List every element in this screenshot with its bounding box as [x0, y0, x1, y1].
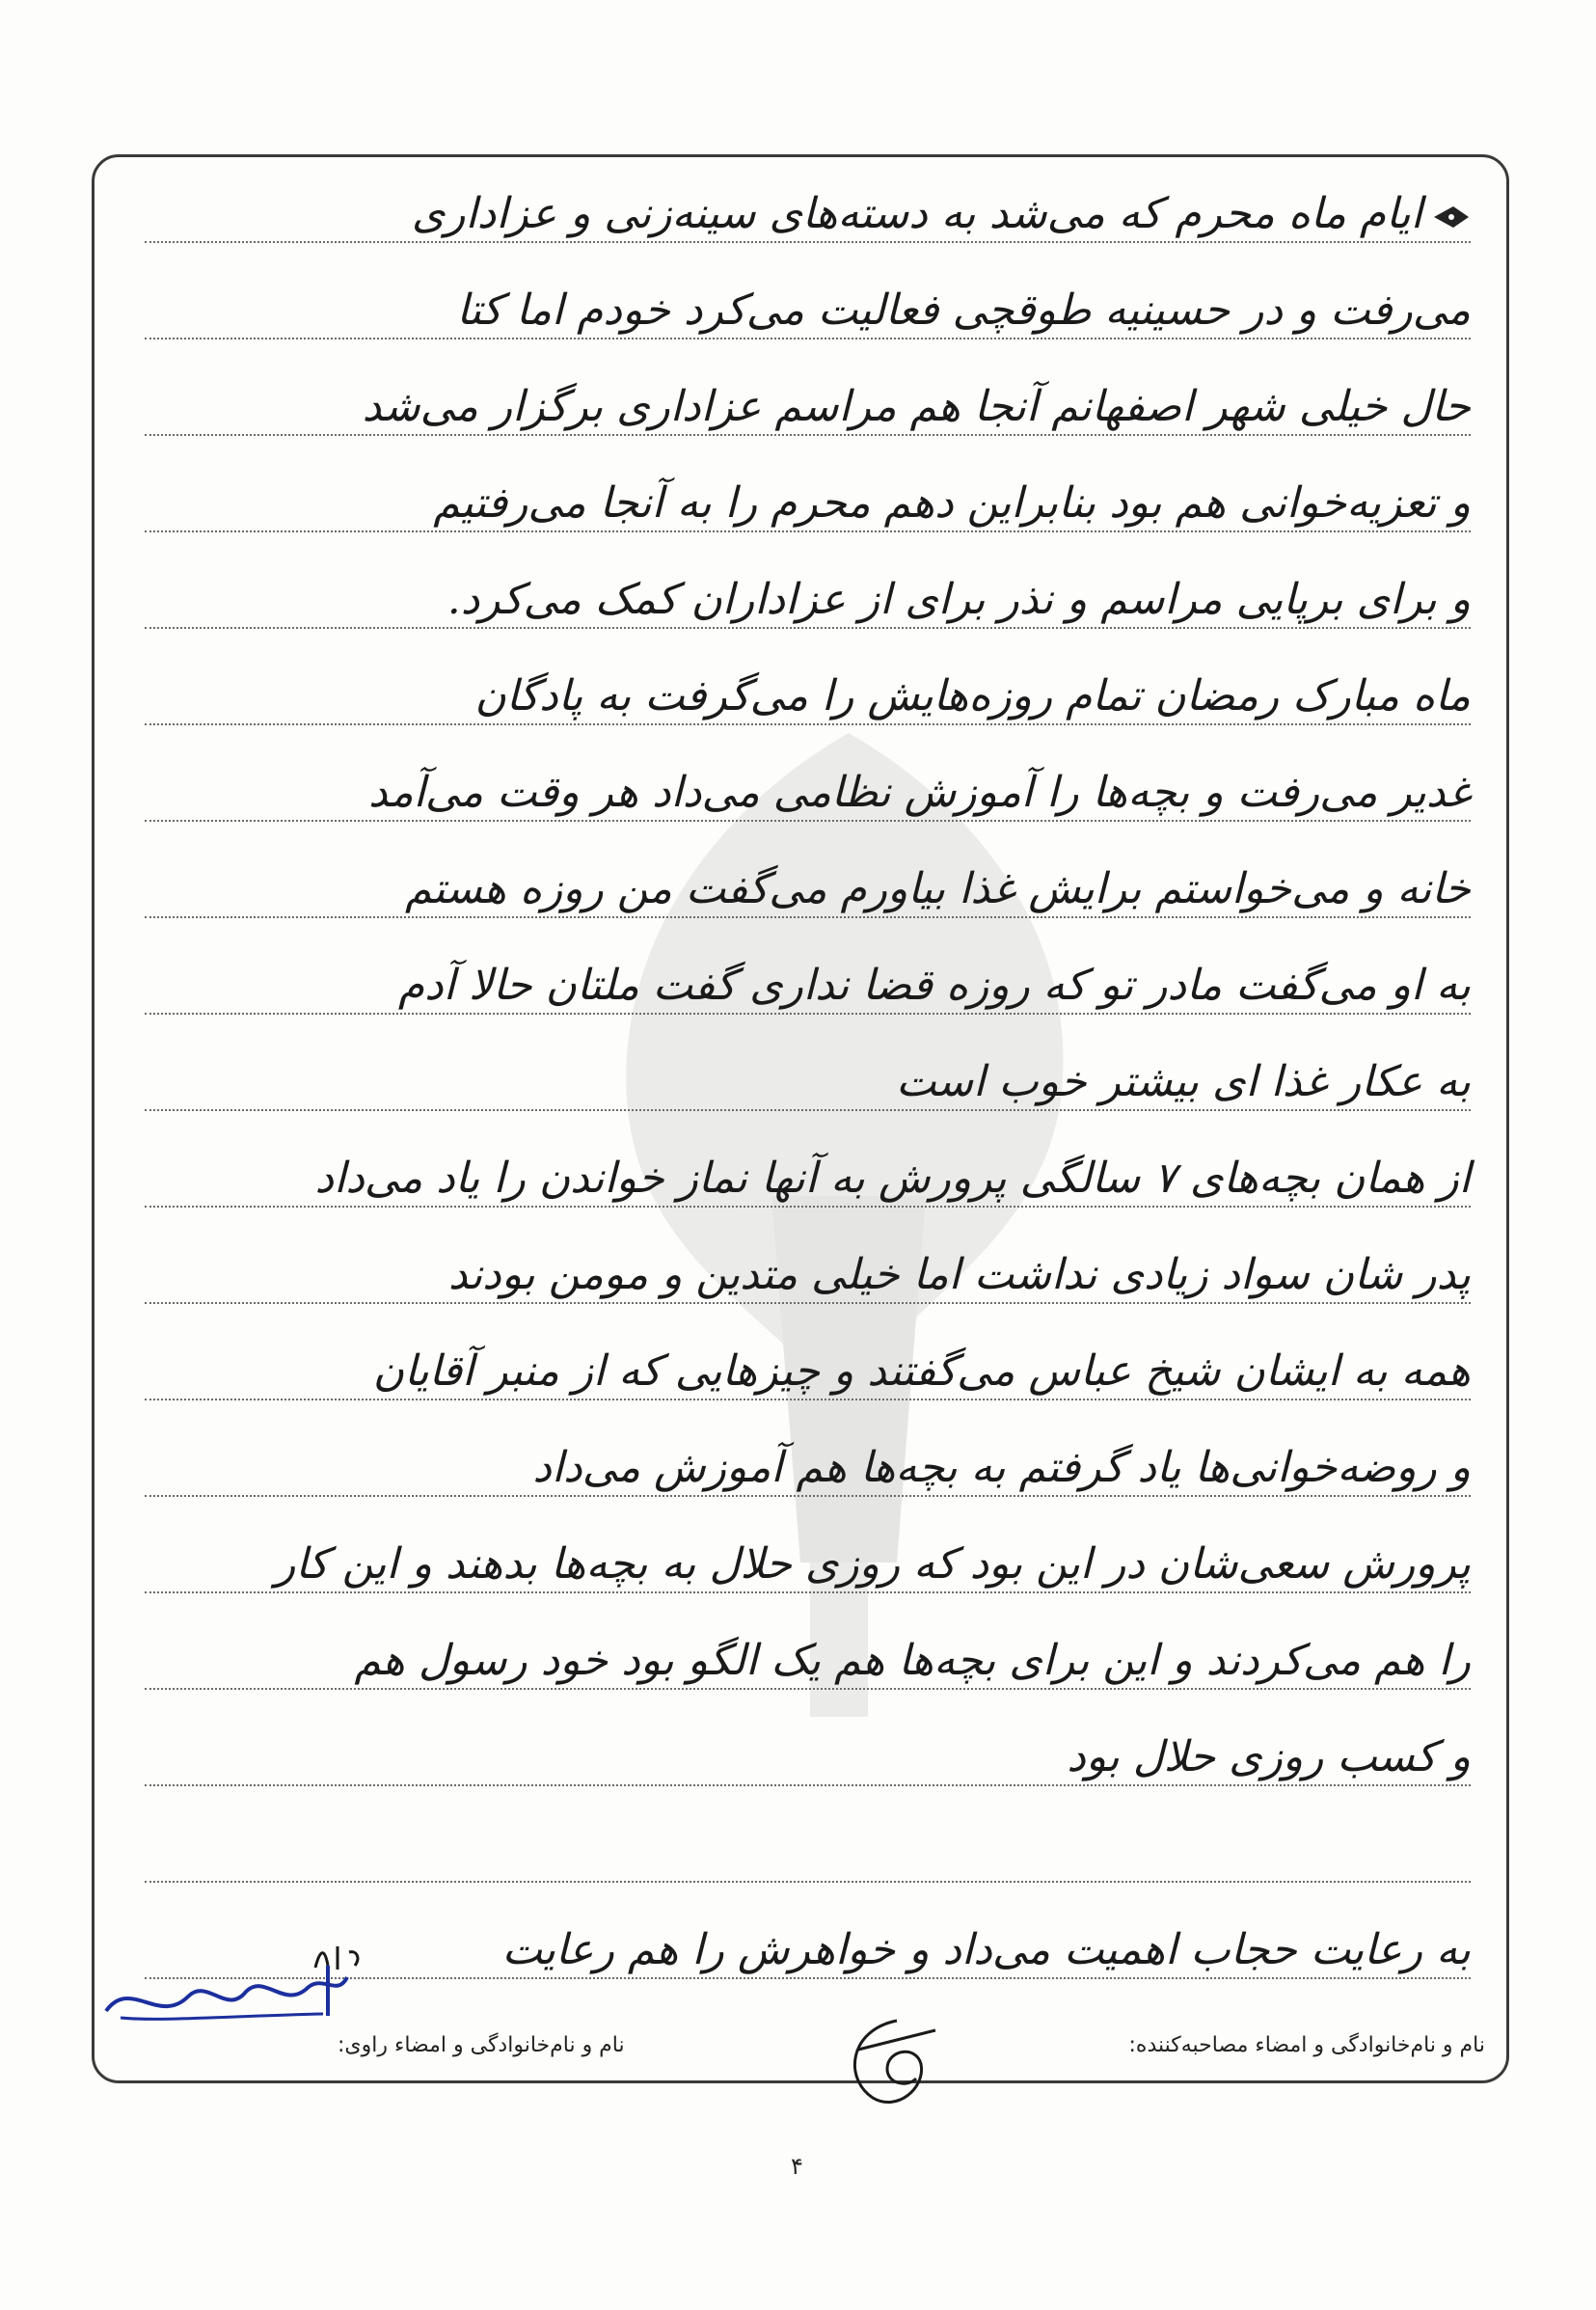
handwritten-line: به او می‌گفت مادر تو که روزه قضا نداری گفت ملتان حالا آدم — [397, 961, 1471, 1010]
interviewer-signature-icon — [829, 2011, 955, 2117]
handwritten-line: و کسب روزی حلال بود — [1067, 1732, 1471, 1781]
handwritten-line: می‌رفت و در حسینیه طوقچی فعالیت می‌کرد خودم اما کتا — [456, 285, 1471, 335]
handwritten-line: به رعایت حجاب اهمیت می‌داد و خواهرش را هم رعایت — [501, 1925, 1471, 1974]
handwritten-line: را هم می‌کردند و این برای بچه‌ها هم یک الگو بود خود رسول هم — [354, 1636, 1471, 1685]
handwritten-line: حال خیلی شهر اصفهانم آنجا هم مراسم عزاداری برگزار می‌شد — [362, 382, 1471, 431]
handwritten-line: خانه و می‌خواستم برایش غذا بیاورم می‌گفت من روزه هستم — [404, 864, 1471, 913]
handwritten-line: همه به ایشان شیخ عباس می‌گفتند و چیزهایی که از منبر آقایان — [372, 1346, 1471, 1396]
handwritten-line: غدیر می‌رفت و بچه‌ها را آموزش نظامی می‌داد هر وقت می‌آمد — [367, 768, 1471, 817]
handwritten-line: پرورش سعی‌شان در این بود که روزی حلال به بچه‌ها بدهند و این کار — [275, 1539, 1471, 1589]
page-number: ۴ — [791, 2153, 803, 2180]
ruled-line — [145, 1881, 1471, 1883]
handwritten-line: و تعزیه‌خوانی هم بود بنابراین دهم محرم را به آنجا می‌رفتیم — [433, 478, 1471, 528]
narrator-label: نام و نام‌خانوادگی و امضاء راوی: — [338, 2033, 625, 2057]
handwritten-line: از همان بچه‌های ۷ سالگی پرورش به آنها نماز خواندن را یاد می‌داد — [314, 1154, 1471, 1203]
handwritten-line: و روضه‌خوانی‌ها یاد گرفتم به بچه‌ها هم آموزش می‌داد — [532, 1443, 1471, 1492]
interviewer-label: نام و نام‌خانوادگی و امضاء مصاحبه‌کننده: — [1128, 2033, 1485, 2057]
handwritten-line: پدر شان سواد زیادی نداشت اما خیلی متدین و مومن بودند — [447, 1250, 1471, 1299]
narrator-signature-icon — [101, 1958, 352, 2035]
handwritten-line — [145, 178, 1471, 250]
pen-nib-icon — [1432, 203, 1471, 231]
handwritten-line: ماه مبارک رمضان تمام روزه‌هایش را می‌گرفت به پادگان — [474, 671, 1471, 720]
handwritten-line-text: ایام ماه محرم که می‌شد به دسته‌های سینه‌زنی و عزاداری — [411, 189, 1422, 238]
handwritten-line: و برای برپایی مراسم و نذر برای از عزاداران کمک می‌کرد. — [446, 575, 1471, 624]
handwritten-line: به عکار غذا ای بیشتر خوب است — [896, 1057, 1471, 1106]
